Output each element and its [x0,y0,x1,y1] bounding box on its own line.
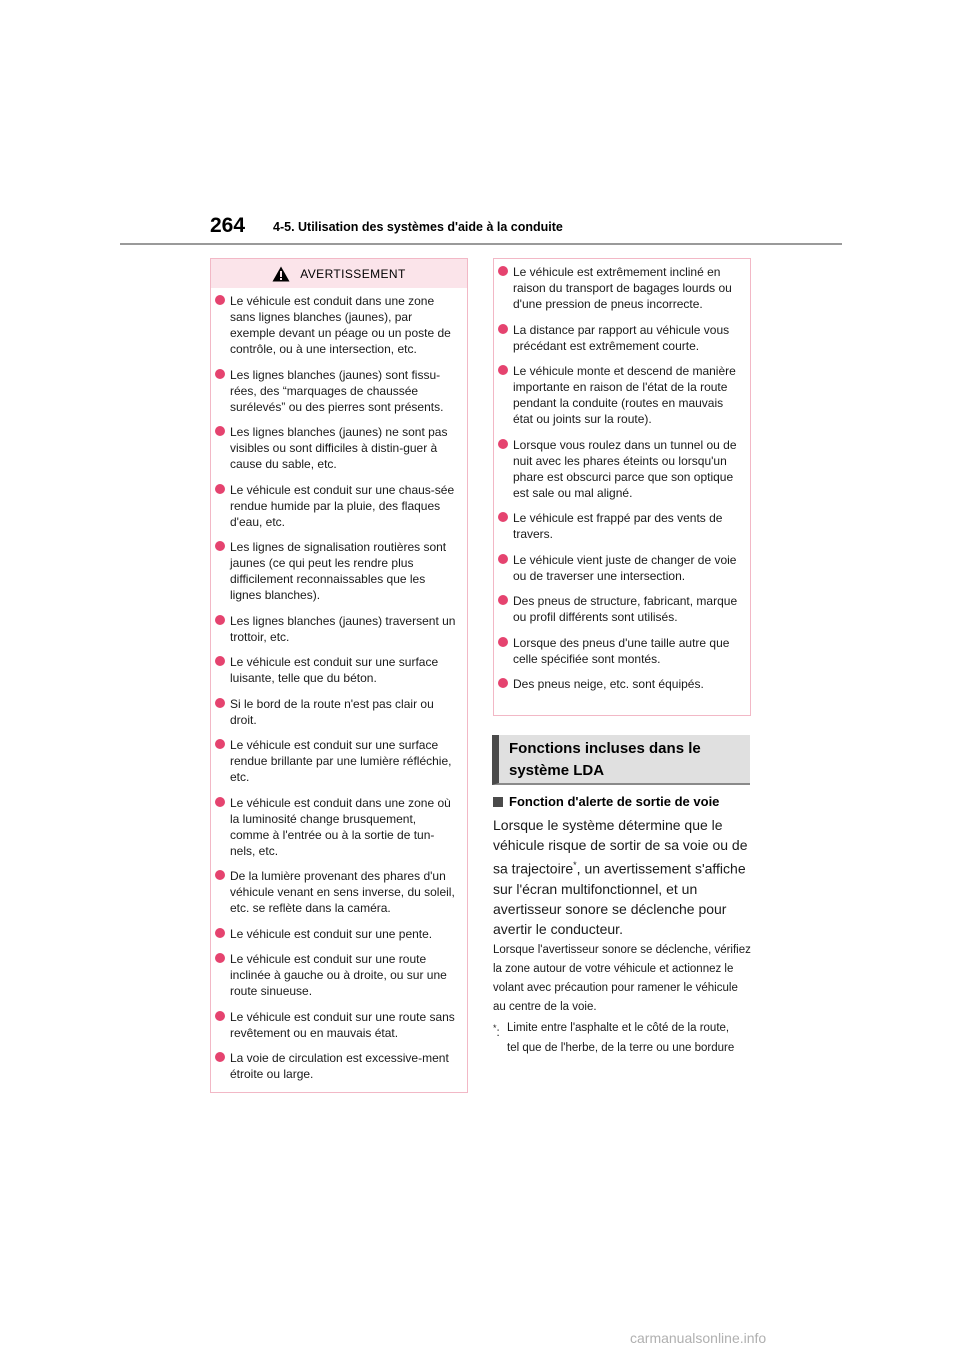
warning-box [210,258,468,1093]
list-item: Le véhicule est conduit sur une chaus-sée rendue humide par la pluie, des flaques d'eau, etc. [215,482,457,530]
list-item: Le véhicule est extrêmement incliné en raison du transport de bagages lourds ou d'une pression de pneus incorrecte. [498,264,742,312]
list-item: Le véhicule est conduit sur une route inclinée à gauche ou à droite, ou sur une route sinueuse. [215,951,457,999]
list-item: Le véhicule est conduit sur une pente. [215,926,457,942]
bullet-icon [498,266,508,276]
bullet-icon [215,541,225,551]
page-number: 264 [210,214,246,237]
list-item: Le véhicule monte et descend de manière importante en raison de l'état de la route pendant la conduite (routes en mauvais état ou joints sur la route). [498,363,742,427]
list-item: Des pneus neige, etc. sont équipés. [498,676,742,692]
warning-header [211,259,467,288]
section-title: 4-5. Utilisation des systèmes d'aide à la conduite [273,220,563,234]
list-item: Les lignes de signalisation routières sont jaunes (ce qui peut les rendre plus difficilement reconnaissables que les lignes blanches). [215,539,457,603]
bullet-icon [498,439,508,449]
section-heading-line: Fonctions incluses dans le [509,740,701,757]
list-item: Le véhicule est conduit dans une zone sans lignes blanches (jaunes), par exemple devant un péage ou un poste de contrôle, ou à une intersection, etc. [215,293,457,357]
bullet-icon [498,324,508,334]
list-item: La voie de circulation est excessive-ment étroite ou large. [215,1050,457,1082]
list-item: Lorsque vous roulez dans un tunnel ou de nuit avec les phares éteints ou lorsqu'un phare est obscurci parce que son optique est sale ou mal aligné. [498,437,742,501]
sub-heading-text: Fonction d'alerte de sortie de voie [509,794,720,809]
bullet-icon [498,554,508,564]
footnote-text: Limite entre l'asphalte et le côté de la route, tel que de l'herbe, de la terre ou une bordure [507,1022,735,1054]
main-paragraph: Lorsque le système détermine que le véhicule risque de sortir de sa voie ou de sa trajectoire*, un avertissement s'affiche sur l'écran multifonctionnel, et un avertisseur sonore se déclenche pour avertir le conducteur. [493,817,748,937]
list-item: Les lignes blanches (jaunes) traversent un trottoir, etc. [215,613,457,645]
bullet-icon [215,928,225,938]
bullet-icon [215,1011,225,1021]
bullet-icon [215,1052,225,1062]
list-item: Le véhicule vient juste de changer de voie ou de traverser une intersection. [498,552,742,584]
warning-icon [272,266,290,282]
bullet-icon [498,678,508,688]
watermark: carmanualsonline.info [630,1330,767,1346]
list-item: Lorsque des pneus d'une taille autre que celle spécifiée sont montés. [498,635,742,667]
list-item: Le véhicule est conduit sur une surface luisante, telle que du béton. [215,654,457,686]
bullet-icon [215,870,225,880]
bullet-icon [498,512,508,522]
bullet-icon [215,656,225,666]
warning-title: AVERTISSEMENT [300,266,406,281]
list-item: La distance par rapport au véhicule vous précédant est extrêmement courte. [498,322,742,354]
caution-paragraph: Lorsque l'avertisseur sonore se déclenche, vérifiez la zone autour de votre véhicule et actionnez le volant avec précaution pour ramener le véhicule au centre de la voie. [493,944,751,1013]
list-item: Le véhicule est frappé par des vents de travers. [498,510,742,542]
warning-continued-list [494,259,750,692]
bullet-icon [215,739,225,749]
list-item: Le véhicule est conduit dans une zone où la luminosité change brusquement, comme à l'entrée ou à la sortie de tun-nels, etc. [215,795,457,859]
bullet-icon [215,484,225,494]
header-divider [120,243,842,245]
bullet-icon [215,953,225,963]
bullet-icon [215,295,225,305]
footnote [493,1019,743,1058]
list-item: Le véhicule est conduit sur une route sans revêtement ou en mauvais état. [215,1009,457,1041]
sub-heading [493,794,719,809]
section-heading-line: système LDA [509,762,605,779]
bullet-icon [498,595,508,605]
list-item: Des pneus de structure, fabricant, marque ou profil différents sont utilisés. [498,593,742,625]
bullet-icon [215,698,225,708]
footnote-ref: * [573,860,577,870]
warning-list [211,288,467,1082]
bullet-icon [215,615,225,625]
list-item: Le véhicule est conduit sur une surface rendue brillante par une lumière réfléchie, etc. [215,737,457,785]
section-heading [492,735,750,785]
bullet-icon [498,637,508,647]
list-item: Si le bord de la route n'est pas clair ou droit. [215,696,457,728]
bullet-icon [215,426,225,436]
list-item: Les lignes blanches (jaunes) sont fissu-rées, des “marquages de chaussée surélevés” ou des pierres sont présents. [215,367,457,415]
bullet-icon [498,365,508,375]
bullet-icon [215,797,225,807]
list-item: De la lumière provenant des phares d'un véhicule venant en sens inverse, du soleil, etc. se reflète dans la caméra. [215,868,457,916]
square-bullet-icon [493,797,503,807]
warning-continued-box [493,258,751,716]
bullet-icon [215,369,225,379]
footnote-mark: *: [493,1023,500,1039]
list-item: Les lignes blanches (jaunes) ne sont pas visibles ou sont difficiles à distin-guer à cause du sable, etc. [215,424,457,472]
